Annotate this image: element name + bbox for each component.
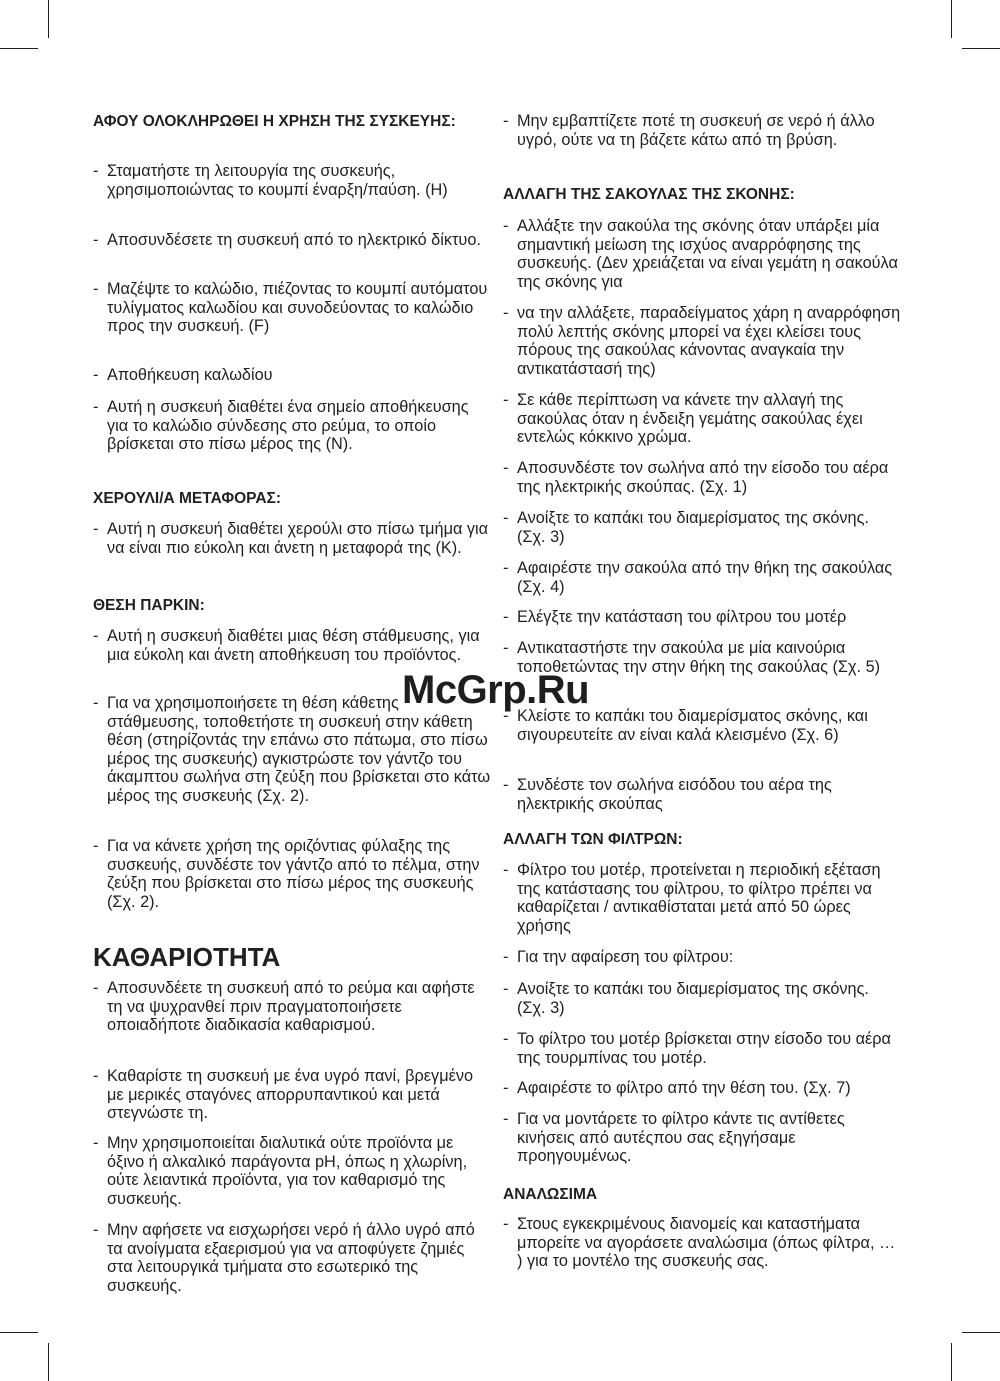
bullet-dash: -: [503, 217, 509, 235]
bullet-dash: -: [503, 459, 509, 477]
watermark: McGrp.Ru: [402, 668, 590, 712]
section-heading: [93, 489, 478, 508]
bullet-dash: -: [503, 112, 509, 130]
bullet-dash: -: [503, 509, 509, 527]
list-item: [93, 837, 492, 911]
block-text: ΑΦΟΥ ΟΛΟΚΛΗΡΩΘΕΙ Η ΧΡΗΣΗ ΤΗΣ ΣΥΣΚΕΥΗΣ:: [93, 113, 456, 130]
block-text: ΚΑΘΑΡΙΟΤΗΤΑ: [93, 942, 281, 972]
crop-mark: [951, 0, 952, 38]
block-text: Κλείστε το καπάκι του διαμερίσματος σκόνης, και σιγουρευτείτε αν είναι καλά κλεισμένο (Σχ. 6): [517, 707, 868, 744]
section-heading: [93, 112, 478, 131]
block-text: Αυτή η συσκευή διαθέτει χερούλι στο πίσω τμήμα για να είναι πιο εύκολη και άνετη η μεταφορά της (K).: [107, 520, 489, 557]
bullet-dash: -: [503, 304, 509, 322]
bullet-dash: -: [503, 707, 509, 725]
crop-mark: [0, 48, 38, 49]
bullet-dash: -: [503, 776, 509, 794]
list-item: [503, 459, 902, 496]
bullet-dash: -: [503, 1030, 509, 1048]
list-item: [503, 509, 902, 546]
block-text: Ελέγξτε την κατάσταση του φίλτρου του μοτέρ: [517, 608, 847, 626]
bullet-dash: -: [93, 162, 99, 180]
block-text: Σε κάθε περίπτωση να κάνετε την αλλαγή της σακούλας όταν η ένδειξη γεμάτης σακούλας έχει εντελώς κόκκινο χρώμα.: [517, 391, 863, 447]
bullet-dash: -: [93, 694, 99, 712]
list-item: [93, 231, 492, 250]
bullet-dash: -: [93, 231, 99, 249]
bullet-dash: -: [503, 980, 509, 998]
page-title: [93, 942, 478, 972]
block-text: Αλλάξτε την σακούλα της σκόνης όταν υπάρξει μία σημαντική μείωση της ισχύος αναρρόφησης της συσκευής. (Δεν χρειάζεται να είναι γεμάτη η σακούλα της σκόνης για: [517, 217, 898, 291]
block-text: Αυτή η συσκευή διαθέτει ένα σημείο αποθήκευσης για το καλώδιο σύνδεσης στο ρεύμα, το οποίο βρίσκεται στο πίσω μέρος της (N).: [107, 398, 469, 454]
block-text: Αποσυνδέστε τον σωλήνα από την είσοδο του αέρα της ηλεκτρικής σκούπας. (Σχ. 1): [517, 459, 889, 496]
block-text: Για να κάνετε χρήση της οριζόντιας φύλαξης της συσκευής, συνδέστε τον γάντζο από το πέλμα, στην ζεύξη που βρίσκεται στο πίσω μέρος της συσκευής (Σχ. 2).: [107, 837, 480, 911]
bullet-dash: -: [93, 1067, 99, 1085]
list-item: [93, 162, 492, 199]
bullet-dash: -: [503, 391, 509, 409]
list-item: [93, 1134, 492, 1208]
bullet-dash: -: [503, 559, 509, 577]
list-item: [93, 520, 492, 557]
bullet-dash: -: [503, 861, 509, 879]
block-text: ΑΛΛΑΓΗ ΤΩΝ ΦΙΛΤΡΩΝ:: [503, 831, 683, 848]
bullet-dash: -: [93, 1221, 99, 1239]
crop-mark: [962, 48, 1000, 49]
bullet-dash: -: [93, 979, 99, 997]
block-text: Αφαιρέστε την σακούλα από την θήκη της σακούλας (Σχ. 4): [517, 559, 893, 596]
list-item: [93, 1221, 492, 1295]
crop-mark: [0, 1332, 38, 1333]
list-item: [503, 304, 902, 378]
block-text: Για την αφαίρεση του φίλτρου:: [517, 948, 734, 966]
block-text: Αποσυνδέσετε τη συσκευή από το ηλεκτρικό δίκτυο.: [107, 231, 481, 249]
block-text: Σταματήστε τη λειτουργία της συσκευής, χρησιμοποιώντας το κουμπί έναρξη/παύση. (H): [107, 162, 448, 199]
bullet-dash: -: [93, 366, 99, 384]
bullet-dash: -: [93, 837, 99, 855]
list-item: [93, 280, 492, 336]
list-item: [93, 1067, 492, 1123]
section-heading: [503, 1185, 888, 1204]
list-item: [93, 366, 492, 385]
list-item: [503, 980, 902, 1017]
section-heading: [503, 185, 888, 204]
block-text: Συνδέστε τον σωλήνα εισόδου του αέρα της ηλεκτρικής σκούπας: [517, 776, 832, 813]
block-text: ΘΕΣΗ ΠΑΡΚΙΝ:: [93, 597, 205, 614]
block-text: Καθαρίστε τη συσκευή με ένα υγρό πανί, βρεγμένο με μερικές σταγόνες απορρυπαντικού και μετά στεγνώστε τη.: [107, 1067, 474, 1123]
bullet-dash: -: [93, 1134, 99, 1152]
block-text: Το φίλτρο του μοτέρ βρίσκεται στην είσοδο του αέρα της τουρμπίνας του μοτέρ.: [517, 1030, 891, 1067]
crop-mark: [48, 1343, 49, 1381]
block-text: Μην χρησιμοποιείται διαλυτικά ούτε προϊόντα με όξινο ή αλκαλικό παράγοντα pH, όπως η χλωρίνη, ούτε λειαντικά προϊόντα, για τον καθαρισμό της συσκευής.: [107, 1134, 468, 1208]
list-item: [93, 398, 492, 454]
list-item: [93, 627, 492, 664]
crop-mark: [951, 1343, 952, 1381]
bullet-dash: -: [503, 639, 509, 657]
block-text: ΧΕΡΟΥΛΙ/Α ΜΕΤΑΦΟΡΑΣ:: [93, 490, 281, 507]
bullet-dash: -: [503, 948, 509, 966]
block-text: Αποσυνδέετε τη συσκευή από το ρεύμα και αφήστε τη να ψυχρανθεί πριν πραγματοποιήσετε οποιαδήποτε διαδικασία καθαρισμού.: [107, 979, 475, 1035]
bullet-dash: -: [503, 1079, 509, 1097]
block-text: να την αλλάξετε, παραδείγματος χάρη η αναρρόφηση πολύ λεπτής σκόνης μπορεί να έχει κλείσει τους πόρους της σακούλας κάνοντας αναγκαία την αντικατάστασή της): [517, 304, 901, 378]
list-item: [503, 391, 902, 447]
block-text: Ανοίξτε το καπάκι του διαμερίσματος της σκόνης. (Σχ. 3): [517, 980, 869, 1017]
list-item: [503, 559, 902, 596]
block-text: ΑΛΛΑΓΗ ΤΗΣ ΣΑΚΟΥΛΑΣ ΤΗΣ ΣΚΟΝΗΣ:: [503, 186, 795, 203]
list-item: [503, 1030, 902, 1067]
block-text: Μαζέψτε το καλώδιο, πιέζοντας το κουμπί αυτόματου τυλίγματος καλωδίου και συνοδεύοντας το καλώδιο προς την συσκευή. (F): [107, 280, 488, 336]
bullet-dash: -: [93, 280, 99, 298]
list-item: [503, 1110, 902, 1166]
block-text: Αποθήκευση καλωδίου: [107, 366, 273, 384]
crop-mark: [962, 1332, 1000, 1333]
list-item: [503, 948, 902, 967]
list-item: [503, 1079, 902, 1098]
block-text: Αφαιρέστε το φίλτρο από την θέση του. (Σχ. 7): [517, 1079, 851, 1097]
bullet-dash: -: [503, 608, 509, 626]
bullet-dash: -: [503, 1215, 509, 1233]
section-heading: [93, 596, 478, 615]
list-item: [503, 861, 902, 935]
section-heading: [503, 830, 888, 849]
block-text: Αντικαταστήστε την σακούλα με μία καινούρια τοποθετώντας την στην θήκη της σακούλας (Σχ. 5): [517, 639, 881, 676]
bullet-dash: -: [93, 520, 99, 538]
bullet-dash: -: [93, 627, 99, 645]
list-item: [503, 217, 902, 291]
block-text: Στους εγκεκριμένους διανομείς και καταστήματα μπορείτε να αγοράσετε αναλώσιμα (όπως φίλτρα, … ) για το μοντέλο της συσκευής σας.: [517, 1215, 896, 1271]
block-text: Για να χρησιμοποιήσετε τη θέση κάθετης στάθμευσης, τοποθετήστε τη συσκευή στην κάθετη θέση (στηρίζοντάς την επάνω στο πάτωμα, στο πίσω μέρος της συσκευής) αγκιστρώστε τον γάντζο του άκαμπτου σωλήνα στη ζεύξη που βρίσκεται στο κάτω μέρος της συσκευής (Σχ. 2).: [107, 694, 491, 805]
list-item: [503, 608, 902, 627]
bullet-dash: -: [93, 398, 99, 416]
list-item: [503, 112, 902, 149]
block-text: Ανοίξτε το καπάκι του διαμερίσματος της σκόνης. (Σχ. 3): [517, 509, 869, 546]
list-item: [503, 776, 902, 813]
crop-mark: [48, 0, 49, 38]
bullet-dash: -: [503, 1110, 509, 1128]
list-item: [93, 979, 492, 1035]
block-text: Φίλτρο του μοτέρ, προτείνεται η περιοδική εξέταση της κατάστασης του φίλτρου, το φίλτρο πρέπει να καθαρίζεται / αντικαθίσταται μετά από 50 ώρες χρήσης: [517, 861, 881, 935]
block-text: Αυτή η συσκευή διαθέτει μιας θέση στάθμευσης, για μια εύκολη και άνετη αποθήκευση του προϊόντος.: [107, 627, 480, 664]
block-text: ΑΝΑΛΩΣΙΜΑ: [503, 1186, 598, 1203]
block-text: Για να μοντάρετε το φίλτρο κάντε τις αντίθετες κινήσεις από αυτέςπου σας εξηγήσαμε προηγουμένως.: [517, 1110, 845, 1166]
block-text: Μην αφήσετε να εισχωρήσει νερό ή άλλο υγρό από τα ανοίγματα εξαερισμού για να αποφύγετε ζημιές στα λειτουργικά τμήματα στο εσωτερικό της συσκευής.: [107, 1221, 475, 1295]
list-item: [503, 1215, 902, 1271]
block-text: Μην εμβαπτίζετε ποτέ τη συσκευή σε νερό ή άλλο υγρό, ούτε να τη βάζετε κάτω από τη βρύση.: [517, 112, 875, 149]
